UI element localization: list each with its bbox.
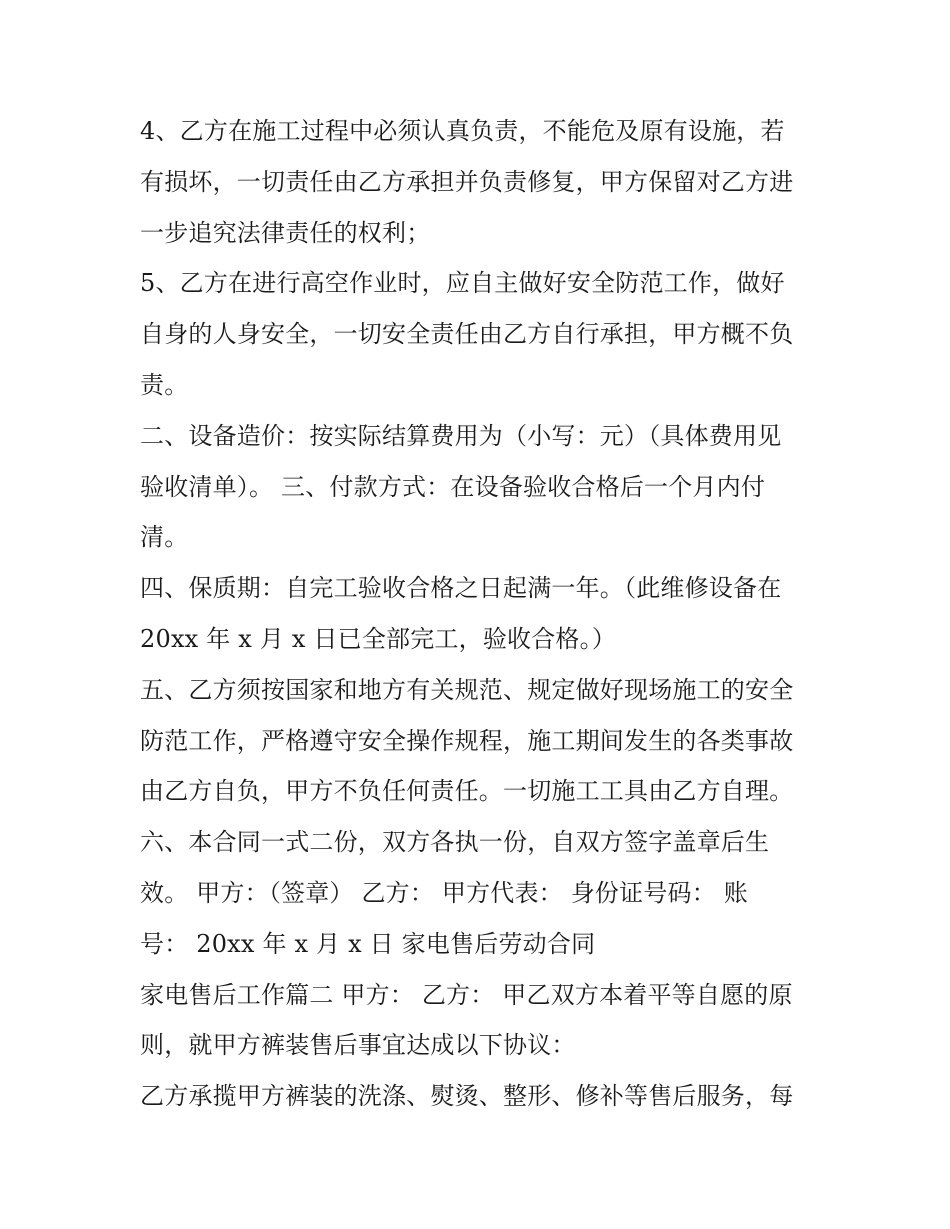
text-line: 一步追究法律责任的权利； (140, 218, 431, 247)
text-line: 20xx 年 x 月 x 日已全部完工，验收合格。） (140, 624, 617, 653)
text-line: 五、乙方须按国家和地方有关规范、规定做好现场施工的安全 (140, 675, 794, 704)
text-line: 则，就甲方裤装售后事宜达成以下协议： (140, 1031, 576, 1060)
document-body (140, 106, 820, 1122)
text-line: 二、设备造价：按实际结算费用为（小写：元）（具体费用见 (140, 421, 782, 450)
text-line: 清。 (140, 523, 189, 552)
text-line: 验收清单）。 三、付款方式：在设备验收合格后一个月内付 (140, 472, 766, 501)
text-line: 家电售后工作篇二 甲方： 乙方： 甲乙双方本着平等自愿的原 (140, 980, 793, 1009)
text-line: 自身的人身安全，一切安全责任由乙方自行承担，甲方概不负 (140, 320, 794, 349)
text-line: 四、保质期：自完工验收合格之日起满一年。（此维修设备在 (140, 574, 782, 603)
text-line: 责。 (140, 370, 189, 399)
text-line: 5、乙方在进行高空作业时，应自主做好安全防范工作，做好 (140, 269, 785, 298)
text-line: 有损坏，一切责任由乙方承担并负责修复，甲方保留对乙方进 (140, 167, 794, 196)
text-line: 号： 20xx 年 x 月 x 日 家电售后劳动合同 (140, 929, 596, 958)
text-line: 乙方承揽甲方裤装的洗涤、熨烫、整形、修补等售后服务，每 (140, 1082, 794, 1111)
text-line: 六、本合同一式二份，双方各执一份，自双方签字盖章后生 (140, 828, 770, 857)
text-line: 4、乙方在施工过程中必须认真负责，不能危及原有设施，若 (140, 117, 785, 145)
text-line: 由乙方自负，甲方不负任何责任。一切施工工具由乙方自理。 (140, 777, 794, 806)
text-line: 效。 甲方：（签章） 乙方： 甲方代表： 身份证号码： 账 (140, 878, 748, 907)
text-line: 防范工作，严格遵守安全操作规程，施工期间发生的各类事故 (140, 726, 794, 755)
